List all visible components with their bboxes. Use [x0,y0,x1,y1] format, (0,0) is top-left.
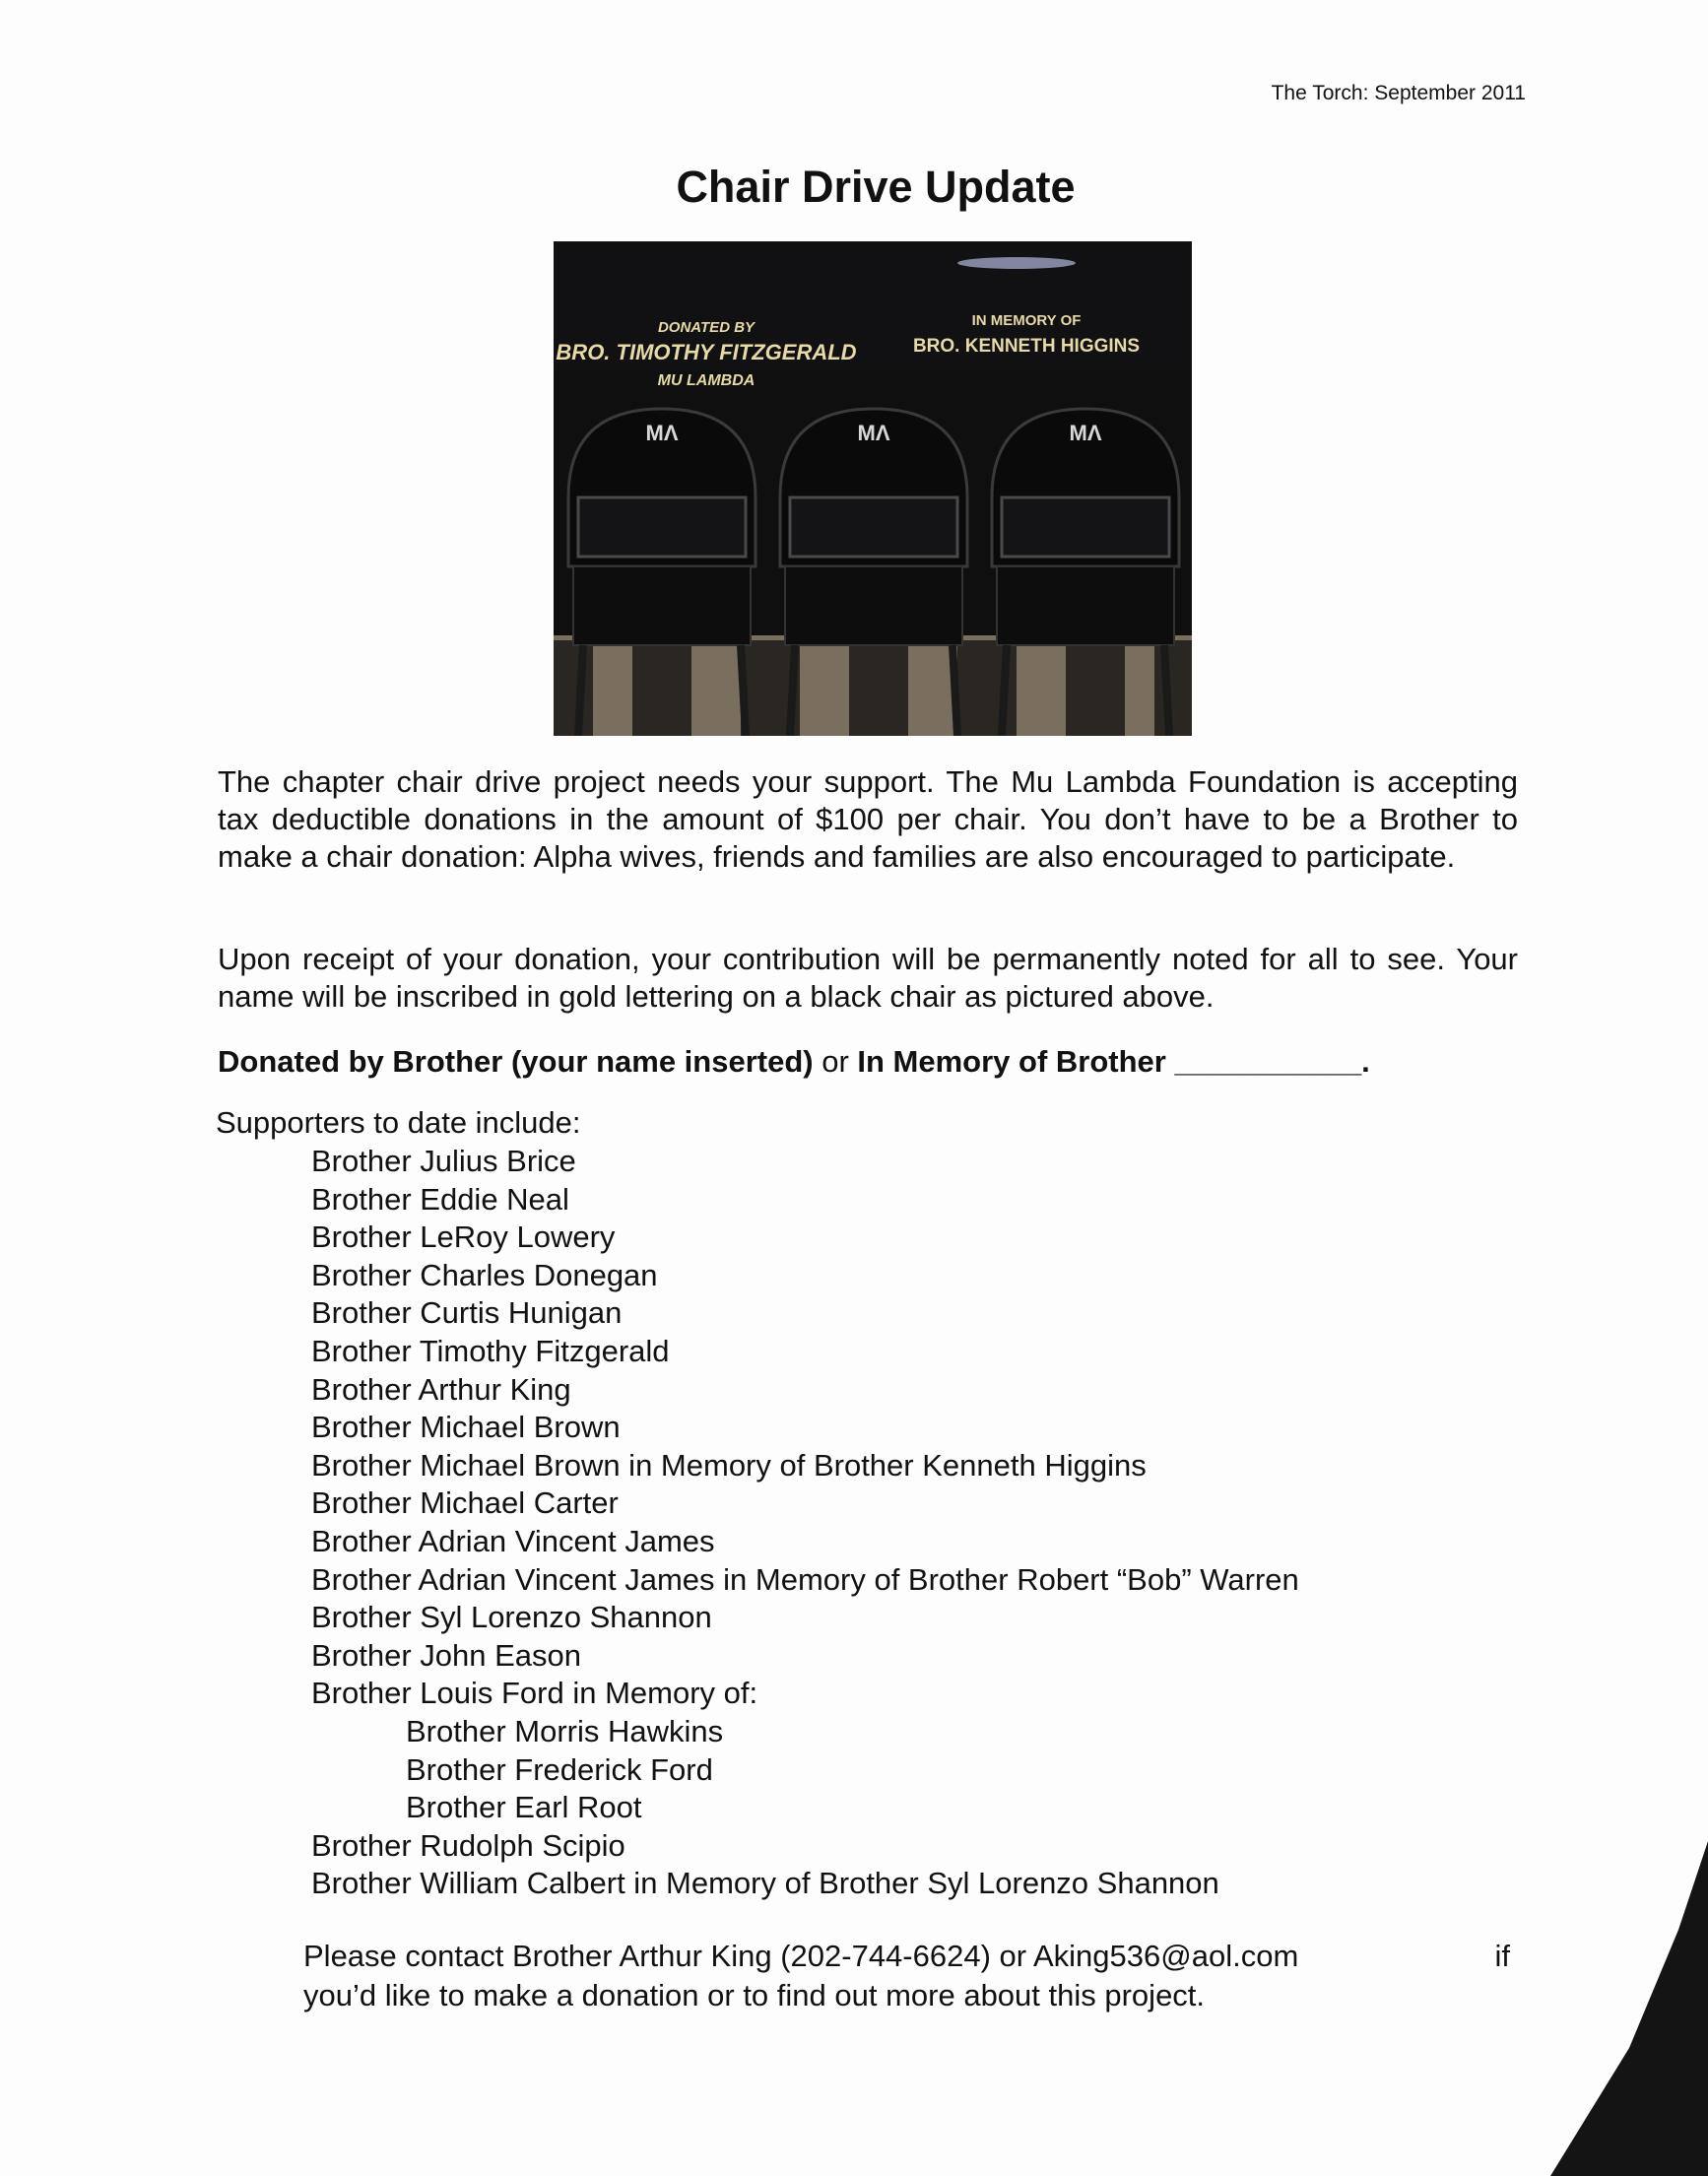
contact-paragraph [303,1937,1510,2015]
list-item-sub: Brother Frederick Ford [406,1751,713,1787]
left-label-line1: DONATED BY [657,319,755,336]
list-item: Brother Charles Donegan [311,1257,658,1292]
left-label-line3: MU LAMBDA [657,372,755,389]
inscription-donated-by: Donated by Brother (your name inserted) [218,1044,814,1079]
list-item: Brother Syl Lorenzo Shannon [311,1600,712,1635]
list-item: Brother Michael Brown in Memory of Brother Kenneth Higgins [311,1447,1147,1483]
list-item: Brother LeRoy Lowery [311,1220,616,1255]
list-item: Brother Adrian Vincent James in Memory of Brother Robert “Bob” Warren [311,1561,1299,1597]
list-item: Brother Michael Brown [311,1410,621,1445]
contact-line1-end: if [1494,1939,1510,1973]
inscription-connector: or [813,1044,858,1079]
list-item: Brother Julius Brice [311,1144,576,1178]
page-title: Chair Drive Update [676,162,1076,212]
supporters-intro: Supporters to date include: [216,1105,581,1140]
supporters-list [311,1143,1299,1903]
list-item: Brother Arthur King [311,1371,571,1407]
list-item: Brother Michael Carter [311,1485,619,1521]
publication-header: The Torch: September 2011 [1271,82,1526,104]
contact-line1: Please contact Brother Arthur King (202-744-6624) or Aking536@aol.com [303,1939,1299,1973]
list-item: Brother Rudolph Scipio [311,1827,625,1863]
paragraph-donation-info: The chapter chair drive project needs your support. The Mu Lambda Foundation is accepting tax deductible donations in the amount of $100 per chair. You don’t have to be a Brother to make a chair donation: Alpha wives, friends and families are also encouraged to participate. [218,764,1518,874]
list-item: Brother Louis Ford in Memory of: [311,1676,758,1711]
list-item: Brother William Calbert in Memory of Brother Syl Lorenzo Shannon [311,1866,1219,1901]
logo-middle: MΛ [857,421,890,445]
list-item: Brother Timothy Fitzgerald [311,1333,670,1368]
paragraph-inscription-info: Upon receipt of your donation, your contribution will be permanently noted for all to see. Your name will be inscribed in gold lettering on a black chair as pictured above. [218,942,1518,1014]
list-item: Brother Adrian Vincent James [311,1523,715,1558]
right-label-line2: BRO. KENNETH HIGGINS [912,336,1141,357]
inscription-in-memory: In Memory of Brother ___________. [857,1044,1370,1079]
list-item: Brother John Eason [311,1637,582,1673]
right-label-line1: IN MEMORY OF [971,312,1082,329]
contact-line2: you’d like to make a donation or to find out more about this project. [303,1978,1206,2012]
chairs-photo [554,241,1192,736]
list-item-sub: Brother Earl Root [406,1790,642,1825]
logo-left: MΛ [645,421,679,445]
inscription-format [218,1044,1370,1080]
scanner-shadow [1412,1841,1708,2176]
list-item: Brother Curtis Hunigan [311,1295,623,1331]
list-item-sub: Brother Morris Hawkins [406,1713,724,1748]
left-label-line2: BRO. TIMOTHY FITZGERALD [556,340,857,364]
logo-right: MΛ [1069,421,1102,445]
list-item: Brother Eddie Neal [311,1181,569,1217]
